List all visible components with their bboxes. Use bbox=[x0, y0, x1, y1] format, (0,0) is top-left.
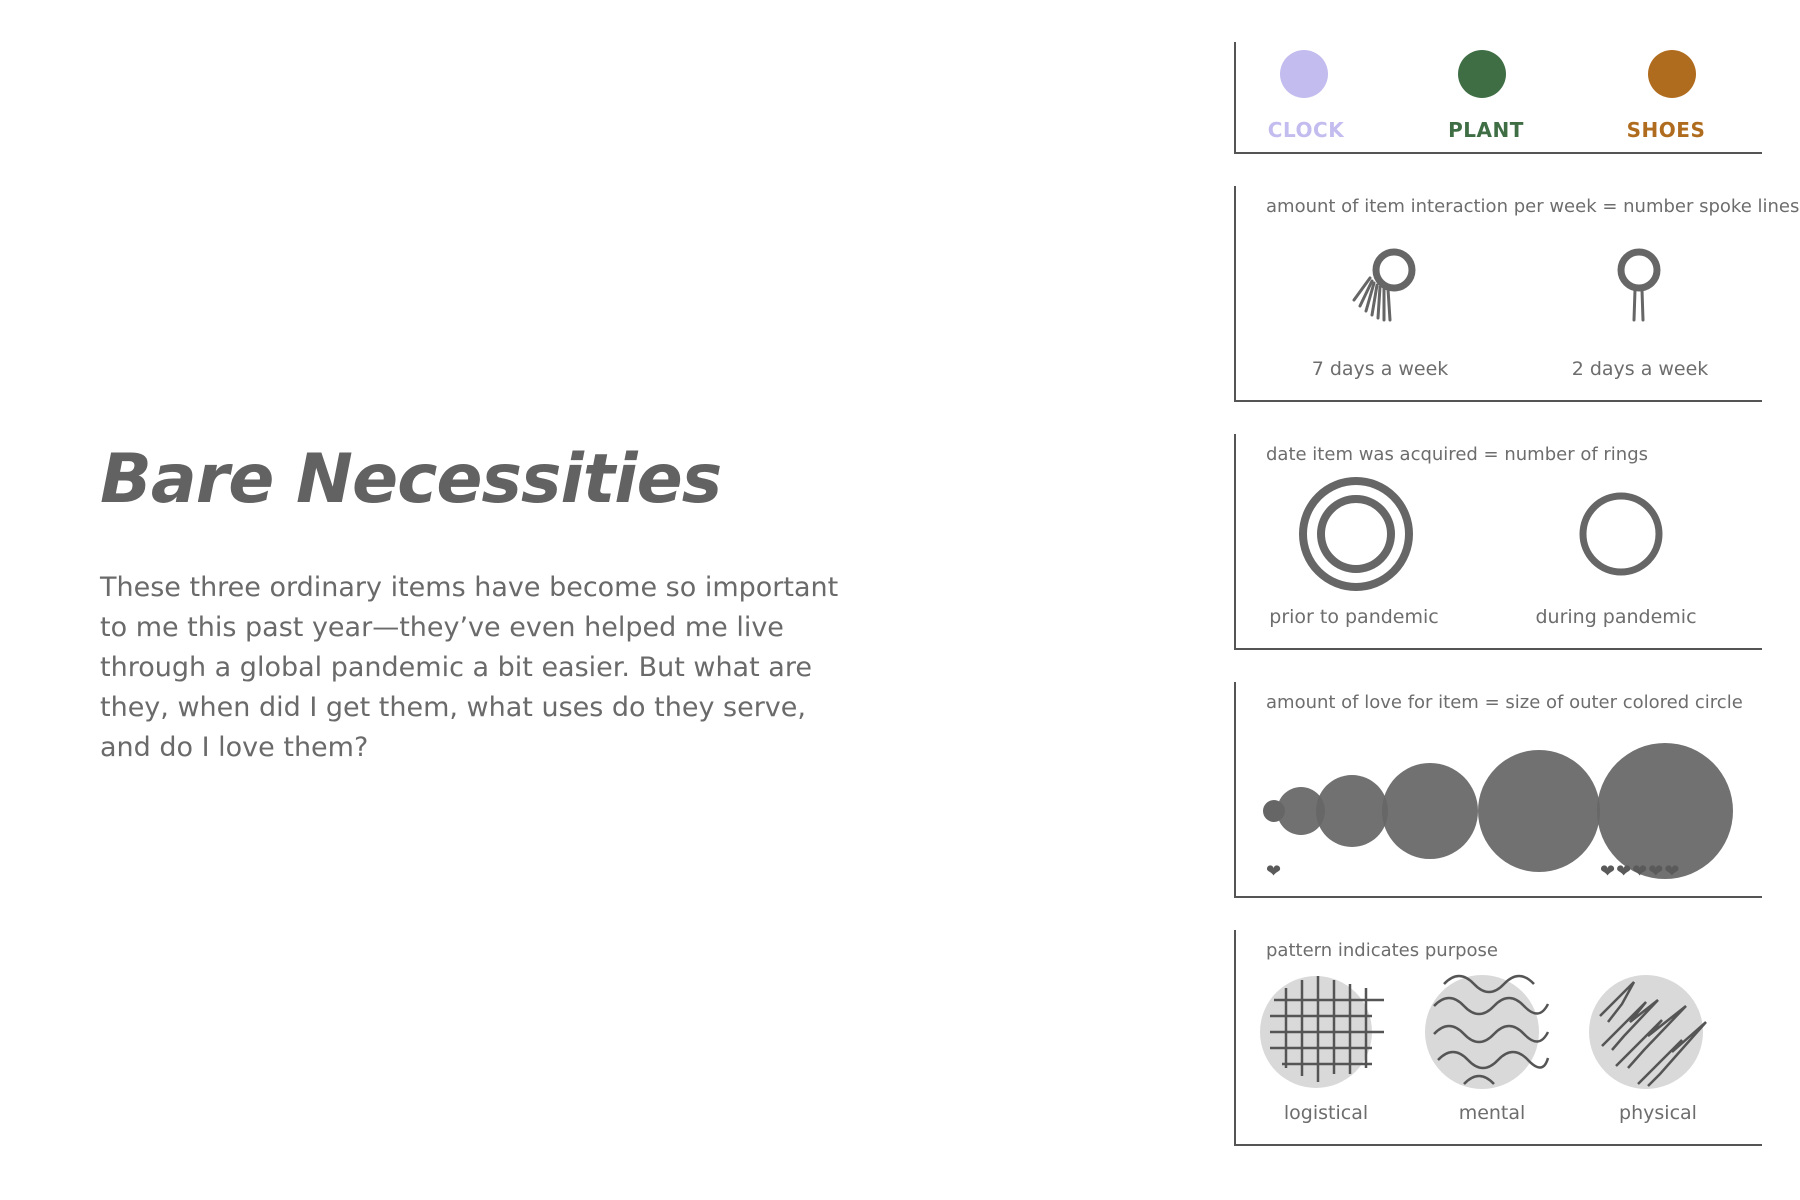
ring-caption: date item was acquired = number of rings bbox=[1266, 444, 1648, 465]
color-key-panel bbox=[1234, 42, 1762, 154]
pattern-legend-panel bbox=[1234, 930, 1762, 1146]
grid-pattern-icon bbox=[1260, 966, 1400, 1096]
love-circle-6 bbox=[1597, 743, 1733, 879]
ring-legend-panel bbox=[1234, 434, 1762, 650]
zigzag-pattern-icon bbox=[1588, 966, 1728, 1096]
love-legend-panel bbox=[1234, 682, 1762, 898]
page-title: Bare Necessities bbox=[100, 440, 722, 519]
clock-label: CLOCK bbox=[1267, 118, 1345, 142]
mental-label: mental bbox=[1458, 1102, 1526, 1124]
love-circle-4 bbox=[1382, 763, 1478, 859]
clock-color-dot bbox=[1280, 50, 1328, 98]
max-love-hearts: ❤❤❤❤❤ bbox=[1600, 861, 1681, 882]
single-ring-glyph bbox=[1576, 489, 1666, 579]
two-days-label: 2 days a week bbox=[1571, 358, 1709, 380]
spoke-legend-panel bbox=[1234, 186, 1800, 402]
two-spoke-glyph bbox=[1616, 252, 1676, 342]
during-label: during pandemic bbox=[1535, 606, 1697, 628]
wave-pattern-icon bbox=[1424, 966, 1564, 1096]
spoke-caption: amount of item interaction per week = number spoke lines bbox=[1266, 196, 1800, 217]
love-size-scale bbox=[1256, 712, 1756, 872]
love-circle-3 bbox=[1316, 775, 1388, 847]
physical-label: physical bbox=[1619, 1102, 1697, 1124]
seven-days-label: 7 days a week bbox=[1311, 358, 1449, 380]
shoes-color-dot bbox=[1648, 50, 1696, 98]
love-caption: amount of love for item = size of outer colored circle bbox=[1266, 692, 1743, 713]
seven-spoke-glyph bbox=[1344, 252, 1434, 342]
prior-label: prior to pandemic bbox=[1269, 606, 1439, 628]
logistical-label: logistical bbox=[1283, 1102, 1369, 1124]
love-circle-5 bbox=[1478, 750, 1600, 872]
plant-label: PLANT bbox=[1448, 118, 1524, 142]
plant-color-dot bbox=[1458, 50, 1506, 98]
min-love-hearts: ❤ bbox=[1266, 861, 1283, 882]
double-ring-glyph bbox=[1296, 474, 1416, 594]
intro-paragraph: These three ordinary items have become so important to me this past year—they’ve even helped me live through a global pandemic a bit easier. But what are they, when did I get them, what uses do they serve, and do I love them? bbox=[100, 572, 839, 763]
pattern-caption: pattern indicates purpose bbox=[1266, 940, 1498, 961]
shoes-label: SHOES bbox=[1626, 118, 1706, 142]
